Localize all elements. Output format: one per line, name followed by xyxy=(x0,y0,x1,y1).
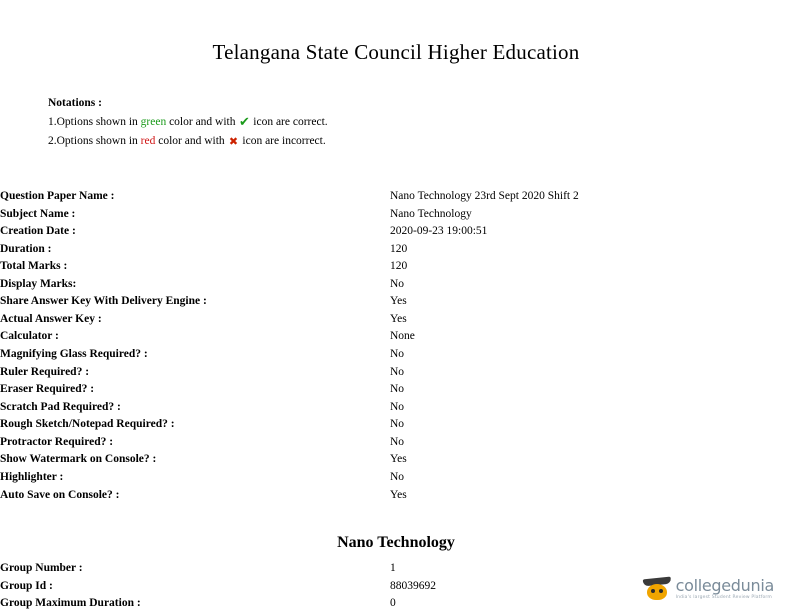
table-row xyxy=(0,416,579,434)
page-title: Telangana State Council Higher Education xyxy=(212,40,580,64)
table-row xyxy=(0,345,579,363)
notations-heading: Notations : xyxy=(48,97,102,109)
detail-label: Subject Name : xyxy=(0,207,76,220)
table-row xyxy=(0,468,579,486)
table-row xyxy=(0,451,579,469)
group-details-body xyxy=(0,560,436,612)
detail-label: Display Marks: xyxy=(0,277,77,290)
detail-value: No xyxy=(390,383,405,396)
detail-label: Question Paper Name : xyxy=(0,189,115,202)
detail-label: Creation Date : xyxy=(0,225,76,238)
group-label: Group Number : xyxy=(0,562,83,575)
detail-label: Ruler Required? : xyxy=(0,365,90,378)
notation-color-word-red: red xyxy=(140,134,156,147)
detail-value: No xyxy=(390,348,405,361)
table-row xyxy=(0,560,436,578)
table-row xyxy=(0,223,579,241)
detail-label: Share Answer Key With Delivery Engine : xyxy=(0,295,207,308)
group-label: Group Id : xyxy=(0,579,53,592)
table-row xyxy=(0,328,579,346)
notation-middle-2: color and with xyxy=(155,134,228,147)
detail-value: No xyxy=(390,277,405,290)
table-row xyxy=(0,363,579,381)
watermark-text xyxy=(675,575,774,601)
detail-value: Nano Technology 23rd Sept 2020 Shift 2 xyxy=(390,189,579,202)
detail-value: Nano Technology xyxy=(390,207,472,220)
paper-details-table xyxy=(0,187,579,503)
watermark-tagline: India's largest Student Review Platform xyxy=(675,594,772,600)
notation-suffix-2: icon are incorrect. xyxy=(239,134,326,147)
detail-value: Yes xyxy=(390,488,407,501)
table-row xyxy=(0,293,579,311)
detail-label: Protractor Required? : xyxy=(0,435,114,448)
detail-label: Show Watermark on Console? : xyxy=(0,453,157,466)
check-mark-icon: ✔ xyxy=(238,114,250,129)
collegedunia-watermark xyxy=(642,576,774,602)
cross-mark-icon: ✖ xyxy=(228,135,239,148)
group-label: Group Maximum Duration : xyxy=(0,597,141,610)
notation-middle-1: color and with xyxy=(166,116,239,128)
detail-label: Calculator : xyxy=(0,330,59,343)
detail-label: Scratch Pad Required? : xyxy=(0,400,121,413)
detail-value: 120 xyxy=(390,242,408,255)
group-details-table xyxy=(0,560,436,612)
notation-prefix-2: 2.Options shown in xyxy=(48,134,141,147)
table-row xyxy=(0,275,579,293)
group-value: 0 xyxy=(390,597,396,610)
detail-label: Magnifying Glass Required? : xyxy=(0,348,148,361)
detail-label: Total Marks : xyxy=(0,260,68,273)
table-row xyxy=(0,310,579,328)
table-row xyxy=(0,595,436,612)
notation-prefix-1: 1.Options shown in xyxy=(48,116,141,128)
detail-value: No xyxy=(390,365,405,378)
group-value: 88039692 xyxy=(390,579,436,592)
table-row xyxy=(0,187,579,205)
notations-block xyxy=(0,97,792,149)
table-row xyxy=(0,381,579,399)
detail-label: Highlighter : xyxy=(0,470,64,483)
detail-value: None xyxy=(390,330,415,343)
detail-label: Actual Answer Key : xyxy=(0,312,102,325)
table-row xyxy=(0,258,579,276)
detail-value: No xyxy=(390,470,405,483)
detail-label: Eraser Required? : xyxy=(0,383,95,396)
detail-value: Yes xyxy=(390,453,407,466)
table-row xyxy=(0,577,436,595)
detail-value: No xyxy=(390,400,405,413)
notation-suffix-1: icon are correct. xyxy=(250,116,328,128)
detail-value: Yes xyxy=(390,295,407,308)
detail-label: Rough Sketch/Notepad Required? : xyxy=(0,418,175,431)
graduate-mascot-icon xyxy=(642,576,672,602)
table-row xyxy=(0,433,579,451)
detail-label: Auto Save on Console? : xyxy=(0,488,120,501)
detail-value: 2020-09-23 19:00:51 xyxy=(390,225,488,238)
group-value: 1 xyxy=(390,562,396,575)
detail-value: No xyxy=(390,435,405,448)
detail-value: Yes xyxy=(390,312,407,325)
detail-label: Duration : xyxy=(0,242,52,255)
detail-value: No xyxy=(390,418,405,431)
table-row xyxy=(0,240,579,258)
notation-color-word-green: green xyxy=(140,116,167,128)
notation-line-correct xyxy=(48,113,792,131)
table-row xyxy=(0,205,579,223)
paper-details-body xyxy=(0,187,579,503)
table-row xyxy=(0,398,579,416)
detail-value: 120 xyxy=(390,260,408,273)
table-row xyxy=(0,486,579,504)
notation-line-incorrect xyxy=(48,134,792,150)
watermark-brand-name: collegedunia xyxy=(675,575,774,595)
section-title: Nano Technology xyxy=(337,533,455,551)
